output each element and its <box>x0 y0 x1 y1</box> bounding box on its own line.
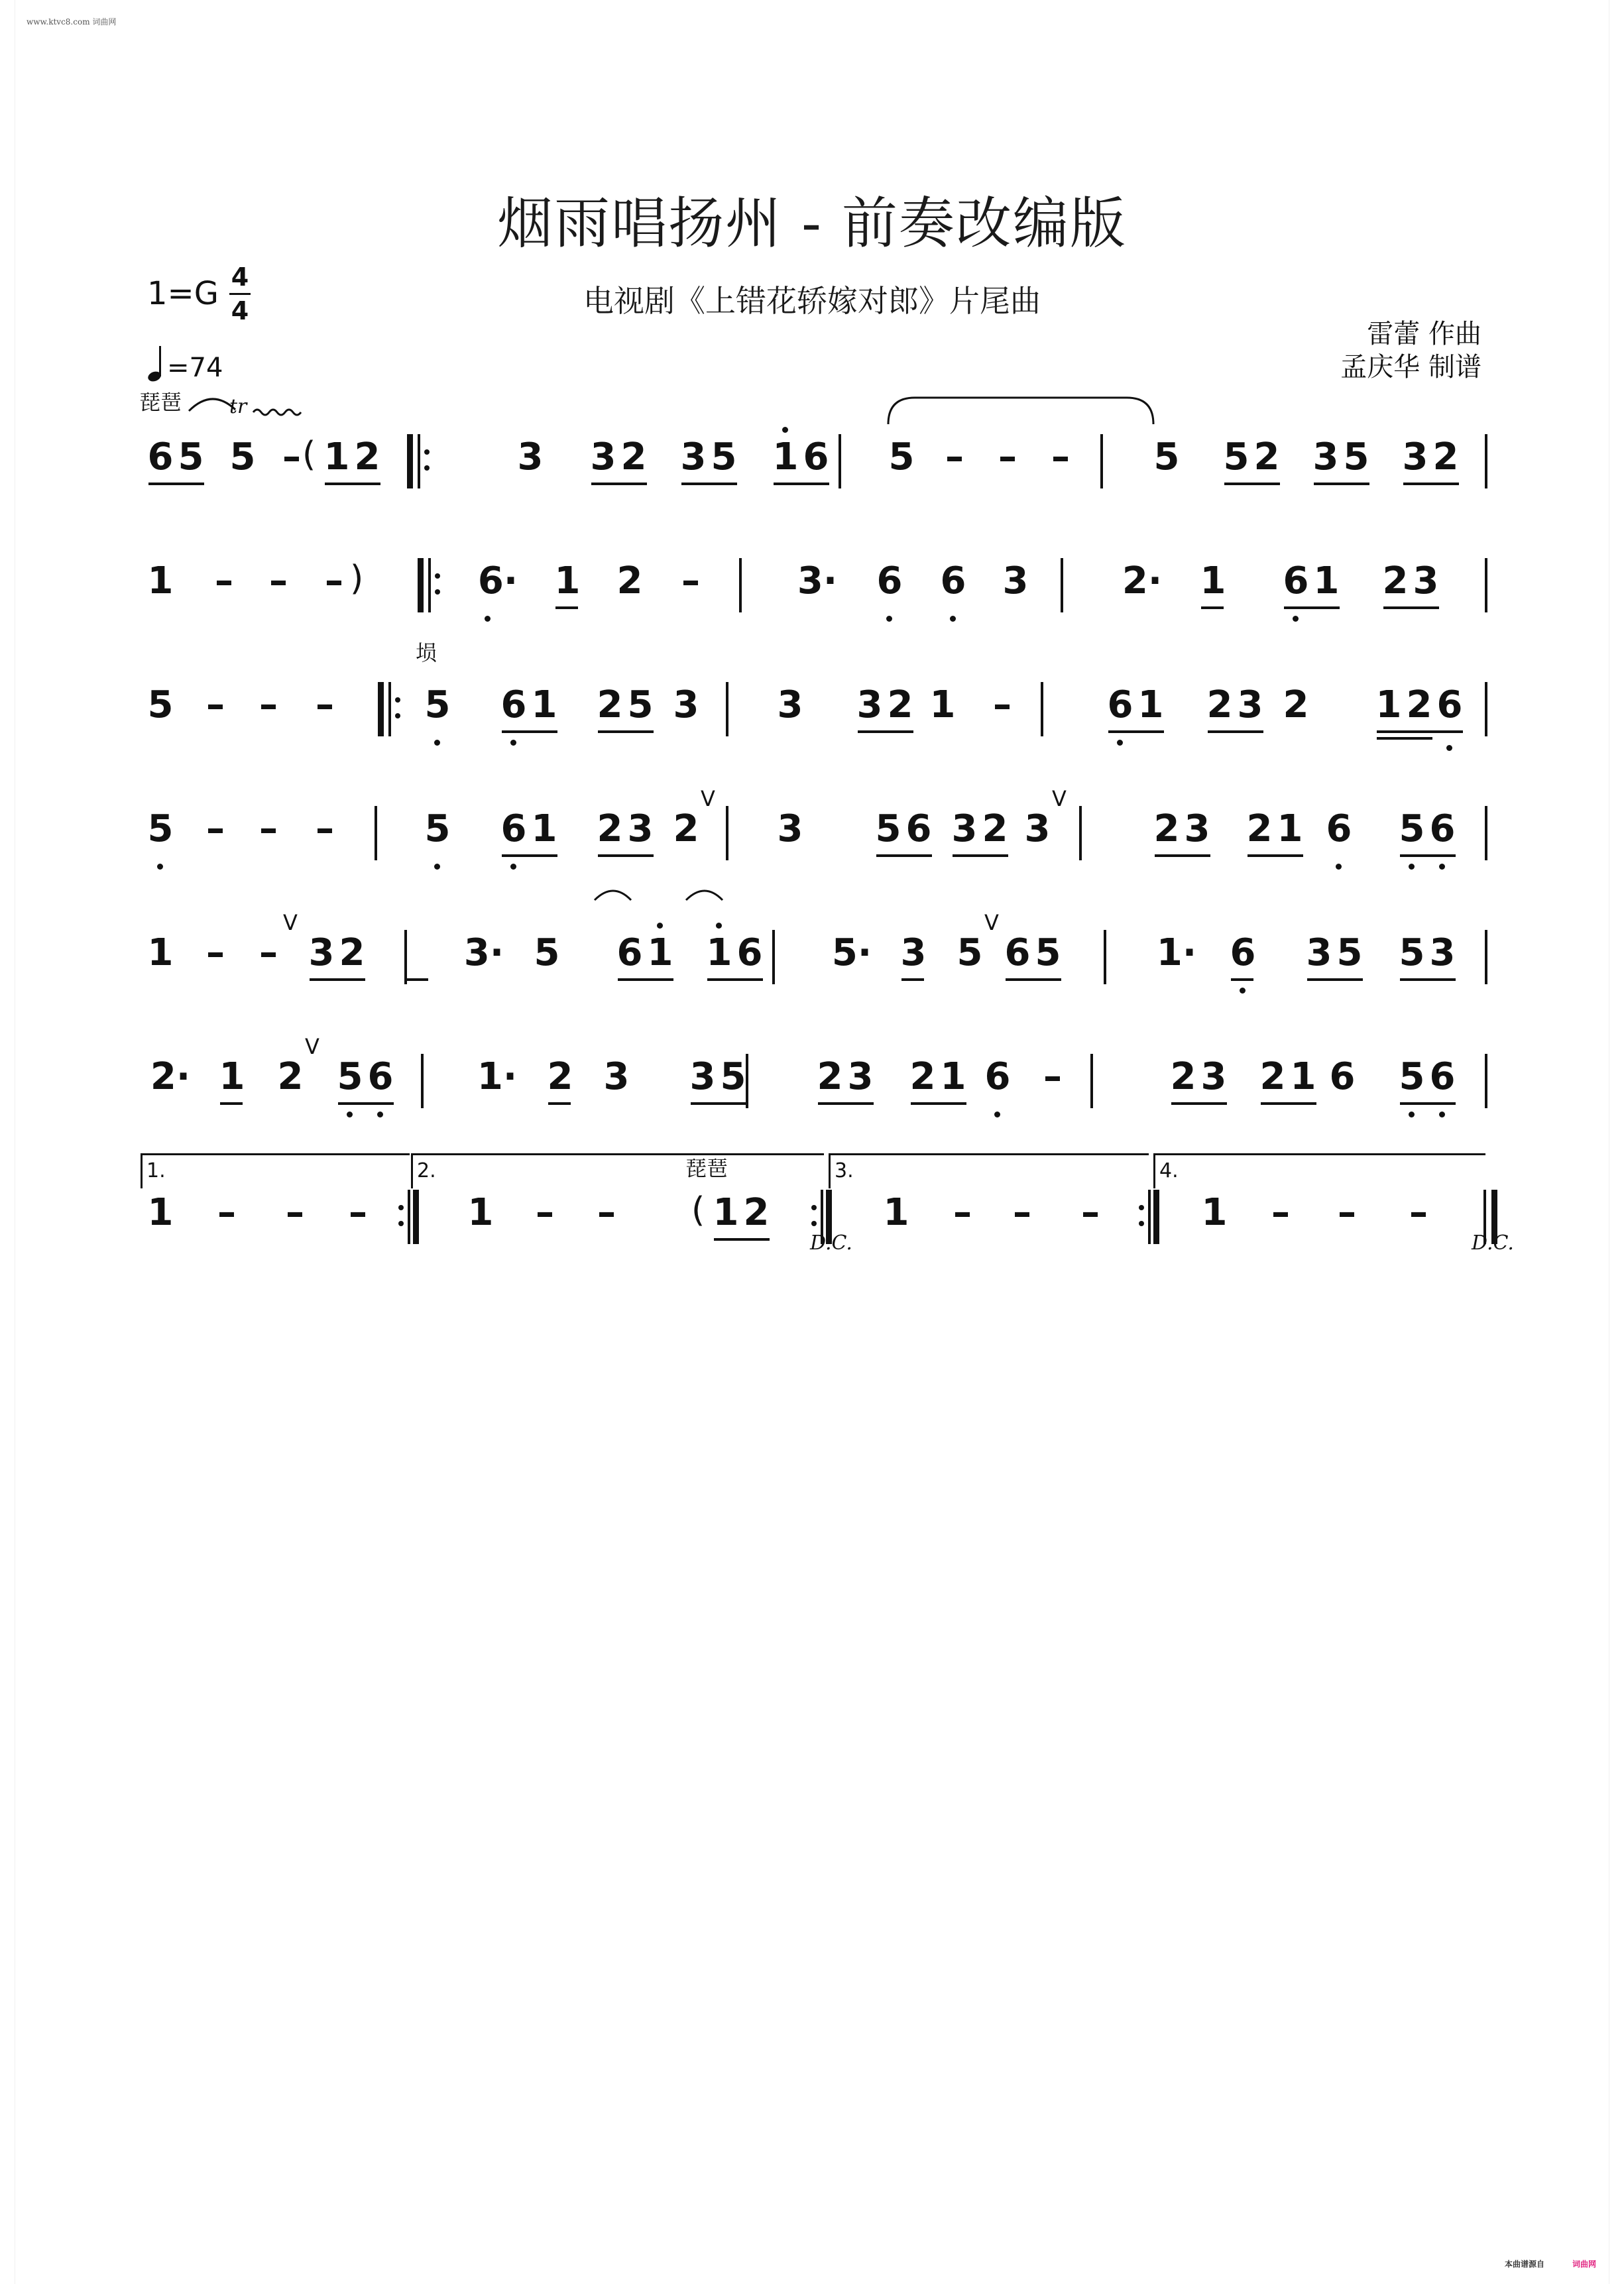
note: 1 <box>219 1055 245 1098</box>
note: 6· <box>477 559 518 602</box>
meter-bottom: 4 <box>231 296 249 325</box>
note: 5 <box>720 1055 746 1098</box>
dc-mark: D.C. <box>1472 1231 1514 1255</box>
note: 6 <box>1429 1055 1456 1098</box>
dash: – <box>259 931 278 974</box>
note: 2 <box>354 435 380 479</box>
trill-wave <box>253 410 301 415</box>
note: 2 <box>1206 683 1233 726</box>
note: 6 <box>616 931 643 974</box>
breath-mark: V <box>701 786 715 811</box>
note: 6 <box>736 931 763 974</box>
footer-source-label: 本曲谱源自 <box>1504 2259 1544 2269</box>
note: 3 <box>847 1055 874 1098</box>
note: 6 <box>367 1055 394 1098</box>
note: 5 <box>957 931 983 974</box>
note: 5 <box>534 931 560 974</box>
note: 6 <box>1326 807 1352 850</box>
note: 6 <box>905 807 932 850</box>
note: 6 <box>1329 1055 1356 1098</box>
note: 1 <box>147 1191 174 1234</box>
note: 3 <box>673 683 699 726</box>
note: 3 <box>1024 807 1051 850</box>
dash: – <box>993 683 1012 726</box>
note: 5 <box>1223 435 1249 479</box>
note: 3 <box>900 931 927 974</box>
note: 5 <box>1399 807 1425 850</box>
note: 6 <box>500 807 527 850</box>
note: 5 <box>178 435 204 479</box>
note: 1 <box>706 931 732 974</box>
dash: – <box>215 559 233 602</box>
volta-bracket <box>1153 1153 1485 1188</box>
note: 5 <box>711 435 737 479</box>
volta-bracket <box>141 1153 410 1188</box>
note: 6 <box>940 559 966 602</box>
note: 3 <box>627 807 654 850</box>
dash: – <box>325 559 343 602</box>
note: 2 <box>1153 807 1180 850</box>
dash: – <box>282 435 301 479</box>
note: 2 <box>1170 1055 1196 1098</box>
note: 1 <box>531 683 557 726</box>
dash: – <box>1081 1191 1100 1234</box>
dash: – <box>259 683 278 726</box>
note: 1 <box>940 1055 966 1098</box>
note: 3 <box>308 931 335 974</box>
note: 5 <box>1153 435 1180 479</box>
note: 3 <box>1237 683 1263 726</box>
volta-bracket <box>411 1153 824 1188</box>
dash: – <box>998 435 1017 479</box>
dash: – <box>259 807 278 850</box>
volta-number: 3. <box>835 1159 854 1182</box>
note: 2 <box>1253 435 1280 479</box>
dash: – <box>1271 1191 1290 1234</box>
note: 5 <box>1035 931 1061 974</box>
dash: – <box>953 1191 972 1234</box>
open-paren: ( <box>691 1190 705 1230</box>
note: 5 <box>424 683 451 726</box>
pipa-mark: 琵琶 <box>685 1156 728 1181</box>
note: 3· <box>463 931 504 974</box>
note: 2 <box>1382 559 1409 602</box>
footer-site-link[interactable]: 词曲网 <box>1572 2259 1596 2269</box>
note: 2 <box>1246 807 1273 850</box>
dash: – <box>1051 435 1070 479</box>
volta-number: 1. <box>146 1159 166 1182</box>
note: 2 <box>616 559 643 602</box>
dash: – <box>217 1191 236 1234</box>
note: 3 <box>951 807 978 850</box>
dash: – <box>597 1191 616 1234</box>
breath-mark: V <box>305 1034 319 1059</box>
note: 1 <box>1137 683 1164 726</box>
note: 5 <box>875 807 901 850</box>
score-subtitle: 电视剧《上错花轿嫁对郎》片尾曲 <box>583 283 1041 319</box>
dash: – <box>206 683 225 726</box>
trill-mark: tr <box>229 395 247 418</box>
note: 3 <box>1429 931 1456 974</box>
volta-number: 4. <box>1159 1159 1179 1182</box>
note: 1· <box>477 1055 518 1098</box>
note: 5 <box>147 683 174 726</box>
note: 1 <box>554 559 581 602</box>
breath-mark: V <box>283 910 298 935</box>
note: 6 <box>984 1055 1011 1098</box>
slur <box>189 399 235 411</box>
note: 1· <box>1156 931 1197 974</box>
note: 3 <box>1184 807 1210 850</box>
dash: – <box>206 807 225 850</box>
note: 3 <box>590 435 616 479</box>
note: 1 <box>772 435 799 479</box>
note: 6 <box>1004 931 1031 974</box>
note: 6 <box>803 435 829 479</box>
note: 6 <box>1107 683 1133 726</box>
note: 5 <box>229 435 256 479</box>
note: 3 <box>777 683 803 726</box>
dc-mark: D.C. <box>810 1231 852 1255</box>
dash: – <box>269 559 288 602</box>
note: 1 <box>647 931 673 974</box>
dash: – <box>349 1191 367 1234</box>
note: 5 <box>1399 1055 1425 1098</box>
note: 1 <box>1290 1055 1316 1098</box>
tie <box>888 398 1153 424</box>
breath-mark: V <box>1052 786 1067 811</box>
note: 3 <box>1002 559 1029 602</box>
dash: – <box>681 559 700 602</box>
note: 5 <box>1399 931 1425 974</box>
note: 1 <box>467 1191 494 1234</box>
note: 1 <box>147 559 174 602</box>
note: 3 <box>1402 435 1428 479</box>
note: 1 <box>1200 559 1226 602</box>
xun-mark: 埙 <box>416 640 437 665</box>
note: 3· <box>797 559 838 602</box>
note: 2 <box>339 931 365 974</box>
note: 1 <box>147 931 174 974</box>
dash: – <box>206 931 225 974</box>
note: 5· <box>831 931 872 974</box>
dash: – <box>536 1191 554 1234</box>
slur <box>686 891 723 900</box>
note: 1 <box>929 683 956 726</box>
note: 2 <box>909 1055 936 1098</box>
note: 5 <box>424 807 451 850</box>
note: 6 <box>500 683 527 726</box>
note: 1 <box>323 435 350 479</box>
note: 3 <box>689 1055 716 1098</box>
dash: – <box>286 1191 304 1234</box>
note: 5 <box>888 435 915 479</box>
note: 5 <box>627 683 654 726</box>
note: 6 <box>876 559 903 602</box>
note: 3 <box>1200 1055 1227 1098</box>
note: 2 <box>887 683 913 726</box>
dash: – <box>1013 1191 1031 1234</box>
note: 1 <box>713 1191 739 1234</box>
note: 2 <box>1283 683 1309 726</box>
note: 3 <box>777 807 803 850</box>
note: 1 <box>1375 683 1402 726</box>
dash: – <box>945 435 964 479</box>
note: 6 <box>147 435 174 479</box>
note: 1 <box>883 1191 909 1234</box>
note: 6 <box>1429 807 1456 850</box>
note: 5 <box>337 1055 363 1098</box>
close-paren: ) <box>350 559 364 599</box>
meter-top: 4 <box>231 262 249 292</box>
note: 6 <box>1283 559 1309 602</box>
note: 2· <box>150 1055 191 1098</box>
note: 6 <box>1436 683 1463 726</box>
note: 1 <box>1277 807 1303 850</box>
note: 1 <box>531 807 557 850</box>
volta-number: 2. <box>417 1159 436 1182</box>
note: 5 <box>147 807 174 850</box>
note: 3 <box>1306 931 1332 974</box>
note: 2 <box>597 683 623 726</box>
note: 2 <box>1432 435 1459 479</box>
open-paren: ( <box>302 435 316 475</box>
note: 2 <box>1259 1055 1286 1098</box>
note: 2 <box>620 435 647 479</box>
note: 5 <box>1336 931 1363 974</box>
arranger-credit: 孟庆华 制谱 <box>1340 352 1481 382</box>
note: 2 <box>277 1055 304 1098</box>
note: 2 <box>743 1191 770 1234</box>
composer-credit: 雷蕾 作曲 <box>1367 319 1481 349</box>
dash: – <box>316 683 334 726</box>
dash: – <box>1338 1191 1356 1234</box>
note: 5 <box>1343 435 1369 479</box>
note: 2 <box>982 807 1008 850</box>
tempo-value: =74 <box>167 353 223 383</box>
slur <box>595 891 631 900</box>
note: 2 <box>673 807 699 850</box>
note: 3 <box>603 1055 630 1098</box>
score-title: 烟雨唱扬州 - 前奏改编版 <box>497 191 1127 256</box>
note: 2· <box>1122 559 1163 602</box>
note: 1 <box>1313 559 1340 602</box>
note: 2 <box>1406 683 1432 726</box>
site-url[interactable]: www.ktvc8.com 词曲网 <box>27 17 117 27</box>
note: 3 <box>856 683 883 726</box>
dash: – <box>1409 1191 1428 1234</box>
note: 1 <box>1201 1191 1228 1234</box>
breath-mark: V <box>984 910 999 935</box>
note: 6 <box>1230 931 1256 974</box>
volta-bracket <box>829 1153 1149 1188</box>
dash: – <box>316 807 334 850</box>
key-signature: 1=G <box>147 275 219 312</box>
note: 3 <box>1312 435 1339 479</box>
note: 3 <box>1413 559 1439 602</box>
note: 2 <box>597 807 623 850</box>
pipa-mark: 琵琶 <box>139 390 182 415</box>
note: 3 <box>517 435 544 479</box>
note: 3 <box>680 435 707 479</box>
dash: – <box>1043 1055 1062 1098</box>
note: 2 <box>547 1055 573 1098</box>
note: 2 <box>817 1055 843 1098</box>
